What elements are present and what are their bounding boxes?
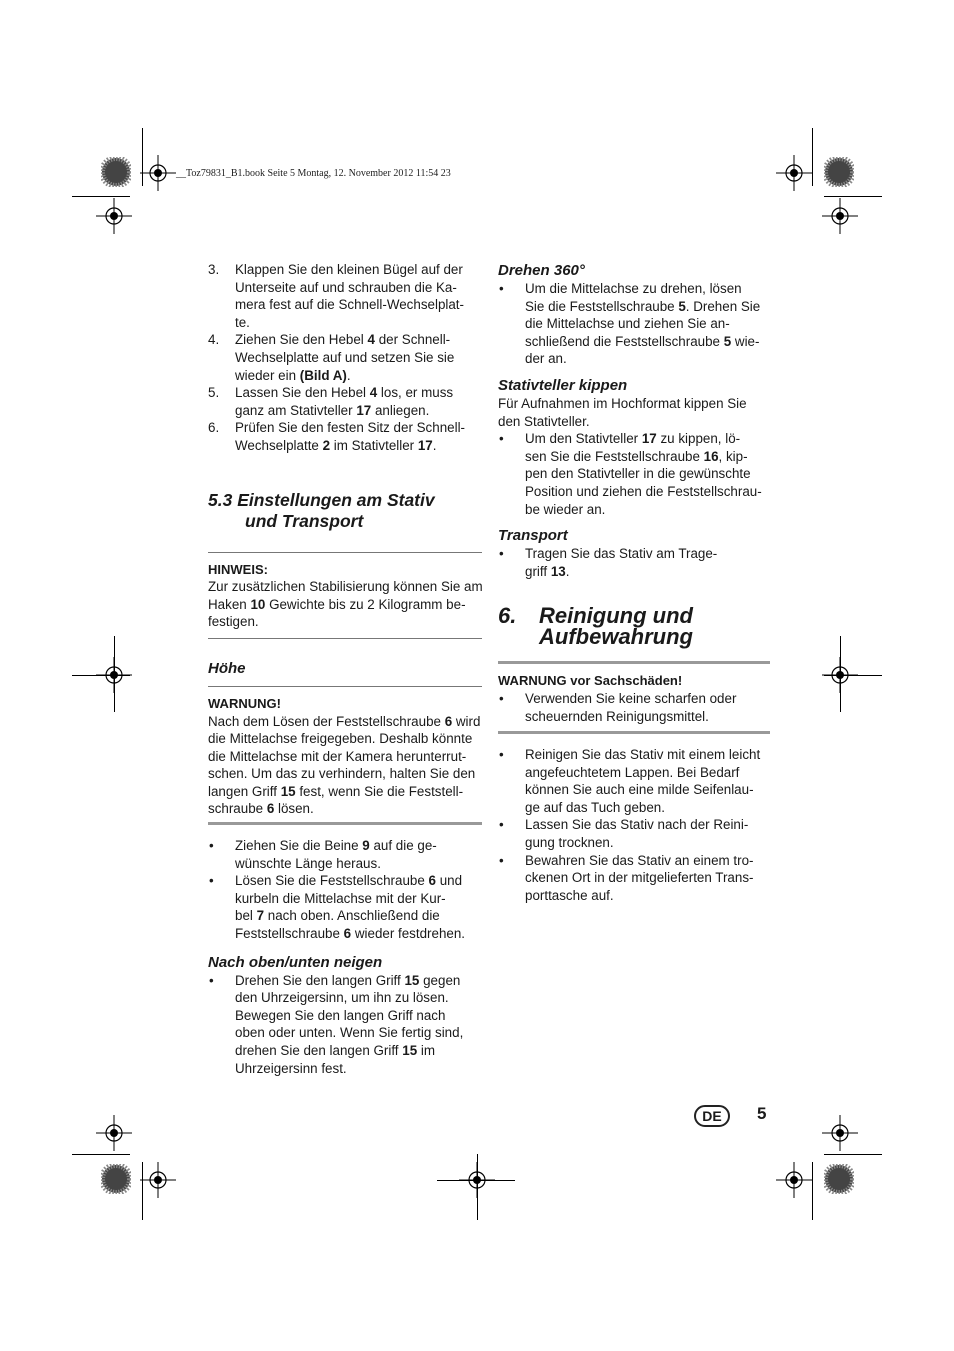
crop-mark <box>824 1154 882 1155</box>
text-line: Lassen Sie den Hebel 4 los, er muss <box>235 385 454 401</box>
bullet-icon: • <box>499 281 504 296</box>
text-line: Um den Stativteller 17 zu kippen, lö- <box>525 431 741 447</box>
cleaning-bullet-list <box>498 746 770 904</box>
step-number: 5. <box>208 385 220 401</box>
subheading-neigen: Nach oben/unten neigen <box>208 953 383 971</box>
text-line: porttasche auf. <box>525 887 614 903</box>
text-line: sen Sie die Feststellschraube 16, kip- <box>525 448 748 464</box>
text-line: gung trocknen. <box>525 835 614 851</box>
text-line: Lassen Sie das Stativ nach der Reini- <box>525 817 749 833</box>
list-item <box>208 972 482 1078</box>
text-line: Verwenden Sie keine scharfen oder <box>525 690 737 706</box>
color-dial-icon <box>824 1164 854 1194</box>
crop-mark <box>824 675 882 676</box>
text-line: wieder ein (Bild A). <box>235 367 351 383</box>
crop-mark <box>114 636 115 712</box>
text-line: Nach dem Lösen der Feststellschraube 6 wird <box>208 713 481 729</box>
bullet-icon: • <box>499 747 504 763</box>
hinweis-text <box>208 578 482 631</box>
warnung-text <box>208 713 482 819</box>
step-item <box>208 384 482 419</box>
text-line: Prüfen Sie den festen Sitz der Schnell- <box>235 420 466 436</box>
section-title-line: und Transport <box>245 510 364 531</box>
text-line: Tragen Sie das Stativ am Trage- <box>525 546 718 562</box>
chapter-number: 6. <box>498 603 517 629</box>
text-line: be wieder an. <box>525 501 606 517</box>
warnung-sachschaeden-list <box>498 690 770 725</box>
bullet-icon: • <box>209 972 214 988</box>
text-line: oben oder unten. Wenn Sie fertig sind, <box>235 1025 464 1041</box>
list-item <box>498 280 770 368</box>
crop-mark <box>72 675 130 676</box>
list-item <box>498 690 770 725</box>
text-line: bel 7 nach oben. Anschließend die <box>235 908 440 924</box>
registration-mark-icon <box>776 155 812 191</box>
list-item <box>498 816 770 851</box>
kippen-bullet-list <box>498 430 770 518</box>
text-line: Position und ziehen die Feststellschrau- <box>525 483 762 499</box>
step-item <box>208 261 482 331</box>
section-title-line: 5.3 Einstellungen am Stativ <box>208 489 435 510</box>
text-line: drehen Sie den langen Griff 15 im <box>235 1043 436 1058</box>
text-line: Feststellschraube 6 wieder festdrehen. <box>235 926 466 942</box>
step-number: 6. <box>208 420 220 436</box>
text-line: wünschte Länge heraus. <box>235 855 381 871</box>
text-line: Wechselplatte 2 im Stativteller 17. <box>235 437 437 453</box>
text-line: kurbeln die Mittelachse mit der Kur- <box>235 890 446 906</box>
registration-mark-icon <box>140 155 176 191</box>
text-line: langen Griff 15 fest, wenn Sie die Feststell- <box>208 783 464 799</box>
text-line: den Stativteller. <box>498 413 590 429</box>
registration-mark-icon <box>822 198 858 234</box>
subheading-kippen: Stativteller kippen <box>498 376 628 394</box>
text-line: festigen. <box>208 614 259 630</box>
file-info-header: __Toz79831_B1.book Seite 5 Montag, 12. November 2012 11:54 23 <box>176 168 451 179</box>
neigen-bullet-list <box>208 972 482 1078</box>
text-line: Uhrzeigersinn fest. <box>235 1060 347 1076</box>
bullet-icon: • <box>499 852 504 868</box>
text-line: ganz am Stativteller 17 anliegen. <box>235 402 430 418</box>
transport-bullet-list <box>498 545 770 580</box>
subheading-hoehe: Höhe <box>208 659 246 677</box>
text-line: Sie die Feststellschraube 5. Drehen Sie <box>525 298 761 314</box>
registration-mark-icon <box>96 1115 132 1151</box>
text-line: Unterseite auf und schrauben die Ka- <box>235 279 457 295</box>
list-item <box>498 852 770 905</box>
text-line: Zur zusätzlichen Stabilisierung können Sie am <box>208 579 483 595</box>
step-item <box>208 419 482 454</box>
right-column <box>498 261 770 904</box>
text-line: Bewahren Sie das Stativ an einem tro- <box>525 852 754 868</box>
page-number: 5 <box>757 1104 767 1123</box>
bullet-icon: • <box>209 873 214 889</box>
color-dial-icon <box>101 1164 131 1194</box>
step-item <box>208 331 482 384</box>
text-line: mera fest auf die Schnell-Wechselplat- <box>235 297 464 313</box>
text-line: griff 13. <box>525 563 570 579</box>
crop-mark <box>142 1162 143 1220</box>
section-heading-5-3 <box>208 490 482 532</box>
crop-mark <box>812 1162 813 1220</box>
text-line: Ziehen Sie den Hebel 4 der Schnell- <box>235 332 451 348</box>
text-line: te. <box>235 314 250 330</box>
text-line: ge auf das Tuch geben. <box>525 799 665 815</box>
crop-mark <box>840 636 841 712</box>
bullet-icon: • <box>499 817 504 833</box>
text-line: scheuernden Reinigungsmittel. <box>525 708 709 724</box>
text-line: ckenen Ort in der mitgelieferten Trans- <box>525 870 754 886</box>
text-line: angefeuchtetem Lappen. Bei Bedarf <box>525 764 740 780</box>
bullet-icon: • <box>499 546 504 562</box>
crop-mark <box>72 1154 130 1155</box>
text-line: schraube 6 lösen. <box>208 801 314 817</box>
left-column <box>208 261 482 1077</box>
crop-mark <box>824 196 882 197</box>
crop-mark <box>142 128 143 186</box>
text-line: Klappen Sie den kleinen Bügel auf der <box>235 262 463 277</box>
bullet-icon: • <box>209 838 214 854</box>
chapter-title-line: Aufbewahrung <box>539 624 693 650</box>
text-line: die Mittelachse freigegeben. Deshalb könnte <box>208 731 473 747</box>
bullet-icon: • <box>499 690 504 706</box>
crop-mark <box>812 128 813 186</box>
hinweis-label: HINWEIS: <box>208 561 268 577</box>
subheading-transport: Transport <box>498 527 568 545</box>
crop-mark <box>437 1180 515 1181</box>
text-line: den Uhrzeigersinn, um ihn zu lösen. <box>235 990 449 1006</box>
list-item <box>498 430 770 518</box>
registration-mark-icon <box>776 1162 812 1198</box>
text-line: Wechselplatte auf und setzen Sie sie <box>235 349 455 365</box>
crop-mark <box>477 1154 478 1220</box>
text-line: Drehen Sie den langen Griff 15 gegen <box>235 972 461 988</box>
crop-mark <box>72 196 130 197</box>
registration-mark-icon <box>96 198 132 234</box>
bullet-icon: • <box>499 431 504 447</box>
text-line: Haken 10 Gewichte bis zu 2 Kilogramm be- <box>208 596 466 612</box>
language-badge: DE <box>694 1105 730 1127</box>
chapter-title-line: Reinigung und <box>539 603 693 629</box>
text-line: pen den Stativteller in die gewünschte <box>525 466 751 482</box>
kippen-intro-text <box>498 395 770 430</box>
list-item <box>498 545 770 580</box>
text-line: Lösen Sie die Feststellschraube 6 und <box>235 873 463 889</box>
registration-mark-icon <box>822 1115 858 1151</box>
subheading-drehen: Drehen 360° <box>498 262 585 279</box>
text-line: Ziehen Sie die Beine 9 auf die ge- <box>235 838 437 854</box>
warnung-label: WARNUNG! <box>208 695 281 711</box>
text-line: die Mittelachse und ziehen Sie an- <box>525 316 730 332</box>
text-line: Für Aufnahmen im Hochformat kippen Sie <box>498 395 747 411</box>
text-line: schen. Um das zu verhindern, halten Sie den <box>208 766 476 782</box>
text-line: Bewegen Sie den langen Griff nach <box>235 1007 446 1023</box>
drehen-bullet-list <box>498 280 770 368</box>
hoehe-bullet-list <box>208 837 482 943</box>
text-line: schließend die Feststellschraube 5 wie- <box>525 333 760 349</box>
list-item <box>498 746 770 816</box>
step-number: 3. <box>208 262 220 277</box>
warnung-sachschaeden-label: WARNUNG vor Sachschäden! <box>498 673 683 689</box>
color-dial-icon <box>101 157 131 187</box>
chapter-heading-6 <box>498 603 770 650</box>
numbered-steps <box>208 261 482 455</box>
registration-mark-icon <box>140 1162 176 1198</box>
text-line: Um die Mittelachse zu drehen, lösen <box>525 281 742 296</box>
list-item <box>208 872 482 942</box>
text-line: der an. <box>525 351 567 367</box>
step-number: 4. <box>208 332 220 348</box>
list-item <box>208 837 482 872</box>
text-line: können Sie auch eine milde Seifenlau- <box>525 782 754 798</box>
color-dial-icon <box>824 157 854 187</box>
text-line: Reinigen Sie das Stativ mit einem leicht <box>525 747 761 763</box>
text-line: die Mittelachse mit der Kamera herunterrut- <box>208 748 467 764</box>
